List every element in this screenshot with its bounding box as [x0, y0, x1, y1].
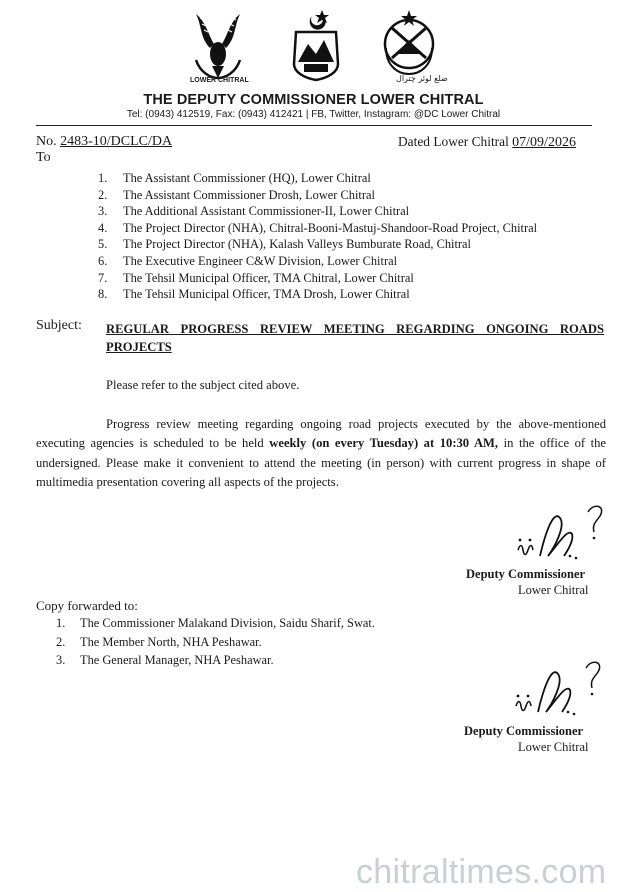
list-item: 2. The Member North, NHA Peshawar. — [56, 634, 262, 649]
signatory-title: Deputy Commissioner — [466, 567, 586, 581]
body-paragraph-2: Progress review meeting regarding ongoing road projects executed by the above-mentioned executing agencies is scheduled to be held weekly (on every Tuesday) at 10:30 AM, in the office of the undersigned. Please make it convenient to attend the meeting (in person) with current progress in shape of multimedia presentation covering all aspects of the projects. — [36, 417, 607, 490]
list-item: 6. The Executive Engineer C&W Division, Lower Chitral — [98, 253, 398, 268]
subject-label: Subject: — [36, 318, 82, 333]
signatory-title: Deputy Commissioner — [464, 724, 584, 738]
copy-forwarded-list — [56, 614, 375, 670]
list-item: 3. The General Manager, NHA Peshawar. — [56, 653, 274, 668]
reference-date — [398, 134, 576, 151]
list-item: 2. The Assistant Commissioner Drosh, Lower Chitral — [98, 187, 375, 202]
dated-value: 07/09/2026 — [512, 135, 576, 150]
list-item: 3. The Additional Assistant Commissioner-II, Lower Chitral — [98, 204, 410, 219]
signatory-place: Lower Chitral — [518, 740, 589, 754]
chitral-district-caption: ضلع لوئر چترال — [396, 74, 448, 83]
letterhead-contact: Tel: (0943) 412519, Fax: (0943) 412421 | FB, Twitter, Instagram: @DC Lower Chitral — [126, 109, 501, 120]
body-paragraph-1: Please refer to the subject cited above. — [106, 378, 300, 392]
site-watermark: chitraltimes.com — [356, 853, 607, 891]
signatory-place: Lower Chitral — [518, 583, 589, 597]
subject-text: REGULAR PROGRESS REVIEW MEETING REGARDING ONGOING ROADS PROJECTS — [106, 322, 604, 354]
copy-forwarded-heading: Copy forwarded to: — [36, 598, 138, 613]
district-crest-caption: LOWER CHITRAL — [190, 77, 249, 84]
reference-number — [36, 134, 172, 150]
dated-label: Dated Lower Chitral — [398, 134, 509, 149]
signature-mark — [510, 500, 610, 571]
to-label: To — [36, 150, 51, 165]
government-emblem-logo — [282, 6, 350, 91]
signature-mark — [508, 656, 608, 727]
reference-no-value: 2483-10/DCLC/DA — [60, 134, 173, 149]
list-item: 4. The Project Director (NHA), Chitral-Booni-Mastuj-Shandoor-Road Project, Chitral — [98, 220, 538, 235]
list-item: 1. The Commissioner Malakand Division, Saidu Sharif, Swat. — [56, 616, 375, 630]
list-item: 8. The Tehsil Municipal Officer, TMA Drosh, Lower Chitral — [98, 287, 410, 302]
list-item: 5. The Project Director (NHA), Kalash Valleys Bumburate Road, Chitral — [98, 237, 471, 252]
header-divider — [36, 125, 592, 126]
list-item: 7. The Tehsil Municipal Officer, TMA Chitral, Lower Chitral — [98, 270, 414, 285]
addressee-list — [98, 170, 537, 303]
meeting-schedule: weekly (on every Tuesday) at 10:30 AM, — [269, 436, 499, 451]
letterhead-title: THE DEPUTY COMMISSIONER LOWER CHITRAL — [143, 92, 484, 108]
list-item: 1. The Assistant Commissioner (HQ), Lower Chitral — [98, 171, 371, 185]
reference-no-label: No. — [36, 134, 57, 149]
